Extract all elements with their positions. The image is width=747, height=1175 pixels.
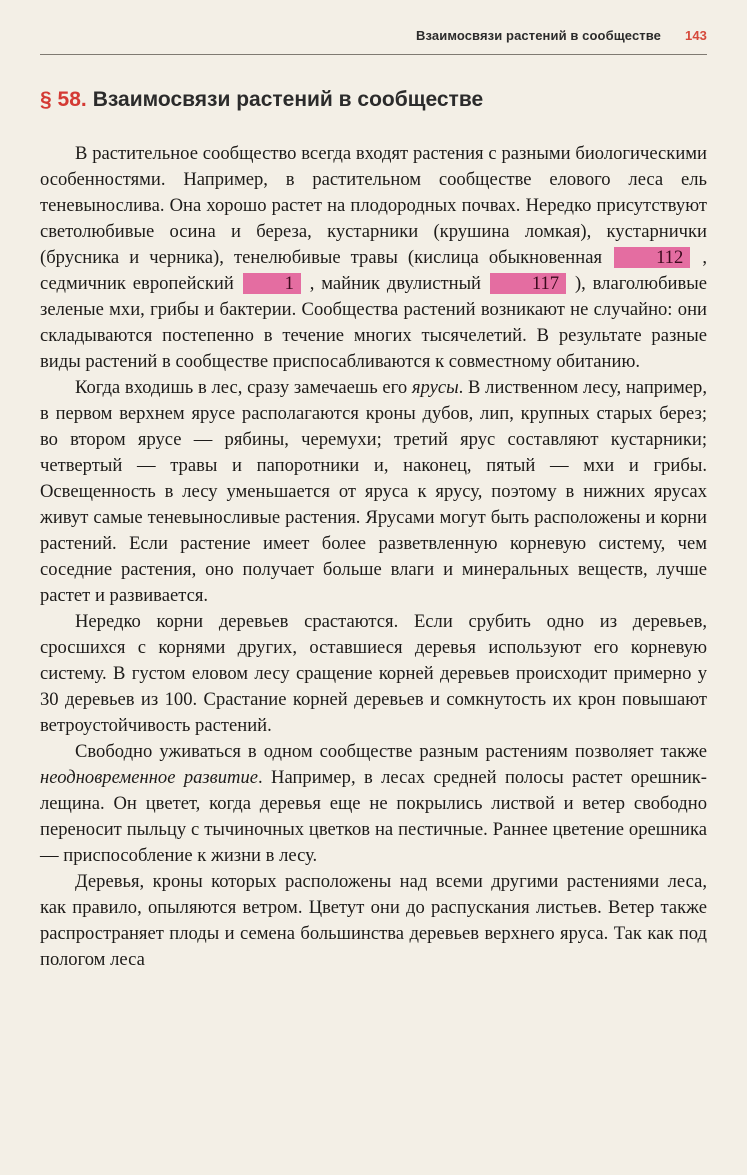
p1-text-3: , майник двулистный <box>309 273 482 294</box>
page-ref-marker[interactable]: 117 <box>490 273 566 294</box>
term-emphasis: ярусы <box>411 377 459 398</box>
running-header <box>416 28 707 43</box>
p1-text-4: ), влаголюбивые зеленые мхи, грибы и бактерии. Сообщества растений возникают не случайно: они складываются постепенно в течение многих тысячелетий. В результате разные виды растений в сообществе приспосабливаются к совместному обитанию. <box>40 273 708 372</box>
term-emphasis: неодновременное развитие <box>40 767 259 788</box>
page-number: 143 <box>685 28 707 43</box>
paragraph-1 <box>40 141 707 375</box>
paragraph-5: Деревья, кроны которых расположены над всеми другими растениями леса, как правило, опыляются ветром. Цветут они до распускания листьев. Ветер также распространяет плоды и семена большинства деревьев верхнего яруса. Так как под пологом леса <box>40 871 707 970</box>
paragraph-3: Нередко корни деревьев срастаются. Если срубить одно из деревьев, сросшихся с корнями других, оставшиеся деревья используют его корневую систему. В густом еловом лесу сращение корней деревьев происходит примерно у 30 деревьев из 100. Срастание корней деревьев и сомкнутость их крон повышают ветроустойчивость растений. <box>40 611 707 736</box>
running-title: Взаимосвязи растений в сообществе <box>416 28 661 43</box>
section-title-text: Взаимосвязи растений в сообществе <box>92 88 484 111</box>
p2-text-1: Когда входишь в лес, сразу замечаешь его <box>75 377 408 398</box>
p2-text-2: . В лиственном лесу, например, в первом верхнем ярусе располагаются кроны дубов, лип, крупных старых берез; во втором ярусе — рябины, черемухи; третий ярус составляют кустарники; четвертый — травы и папоротники и, наконец, пятый — мхи и грибы. Освещенность в лесу уменьшается от яруса к ярусу, поэтому в нижних ярусах живут самые теневыносливые растения. Ярусами могут быть расположены и корни растений. Если растение имеет более разветвленную корневую систему, чем соседние растения, оно получает больше влаги и минеральных веществ, лучше растет и развивается. <box>40 377 707 606</box>
section-heading <box>40 88 483 112</box>
paragraph-4 <box>40 739 707 869</box>
body-text <box>40 141 707 973</box>
paragraph-2 <box>40 375 707 609</box>
p4-text-2: . Например, в лесах средней полосы растет орешник-лещина. Он цветет, когда деревья еще не покрылись листвой и ветер свободно переносит пыльцу с тычиночных цветков на пестичные. Раннее цветение орешника — приспособление к жизни в лесу. <box>40 767 708 866</box>
header-rule <box>40 54 707 55</box>
page-ref-marker[interactable]: 1 <box>243 273 301 294</box>
p1-text-1: В растительное сообщество всегда входят растения с разными биологическими особенностями. Например, в растительном сообществе елового леса ель теневынослива. Она хорошо растет на плодородных почвах. Нередко присутствуют светолюбивые осина и береза, кустарники (крушина ломкая), кустарнички (брусника и черника), тенелюбивые травы (кислица обыкновенная <box>40 143 707 268</box>
p1-text-2: , седмичник европейский <box>40 247 707 294</box>
p4-text-1: Свободно уживаться в одном сообществе разным растениям позволяет также <box>75 741 707 762</box>
page-ref-marker[interactable]: 112 <box>614 247 690 268</box>
section-number: § 58. <box>40 88 87 111</box>
